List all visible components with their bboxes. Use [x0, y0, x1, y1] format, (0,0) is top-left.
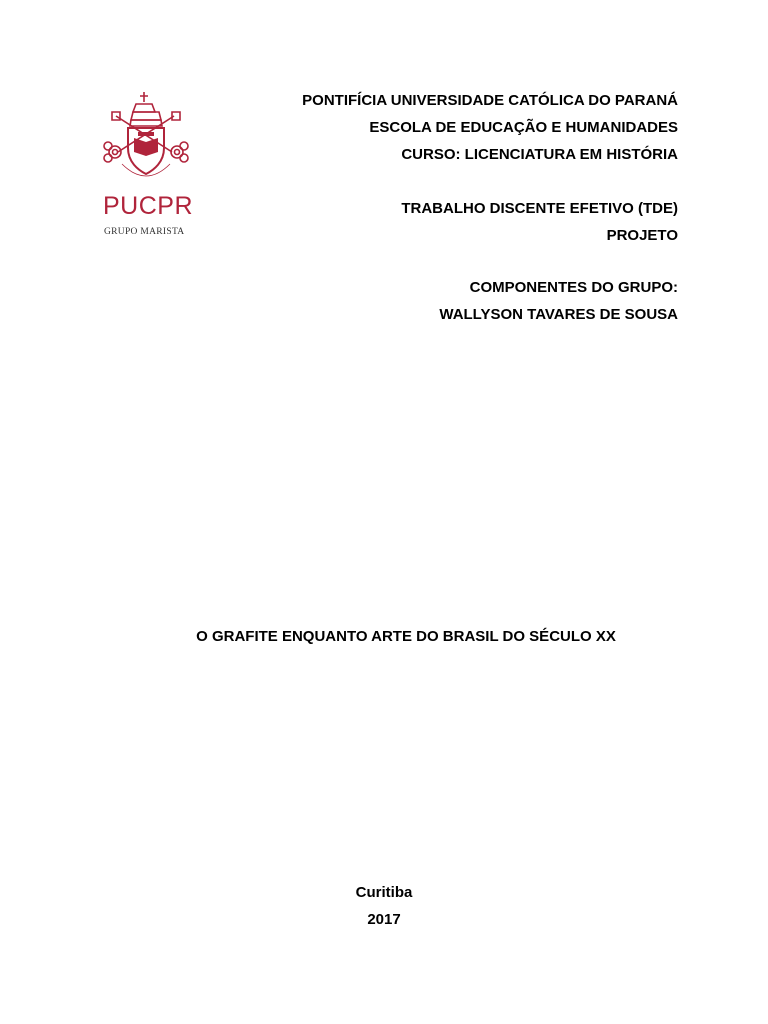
pucpr-wordmark: PUCPR — [103, 192, 194, 220]
work-kind: PROJETO — [606, 227, 678, 244]
group-member: WALLYSON TAVARES DE SOUSA — [439, 306, 678, 323]
work-type: TRABALHO DISCENTE EFETIVO (TDE) — [401, 200, 678, 217]
footer-city: Curitiba — [355, 884, 413, 901]
document-title: O GRAFITE ENQUANTO ARTE DO BRASIL DO SÉCULO XX — [196, 628, 616, 645]
footer-year: 2017 — [367, 911, 401, 928]
university-name: PONTIFÍCIA UNIVERSIDADE CATÓLICA DO PARANÁ — [302, 92, 678, 109]
group-heading: COMPONENTES DO GRUPO: — [469, 279, 678, 296]
grupo-marista-subtitle: GRUPO MARISTA — [104, 227, 185, 237]
course-name: CURSO: LICENCIATURA EM HISTÓRIA — [401, 146, 678, 163]
school-name: ESCOLA DE EDUCAÇÃO E HUMANIDADES — [369, 119, 678, 136]
